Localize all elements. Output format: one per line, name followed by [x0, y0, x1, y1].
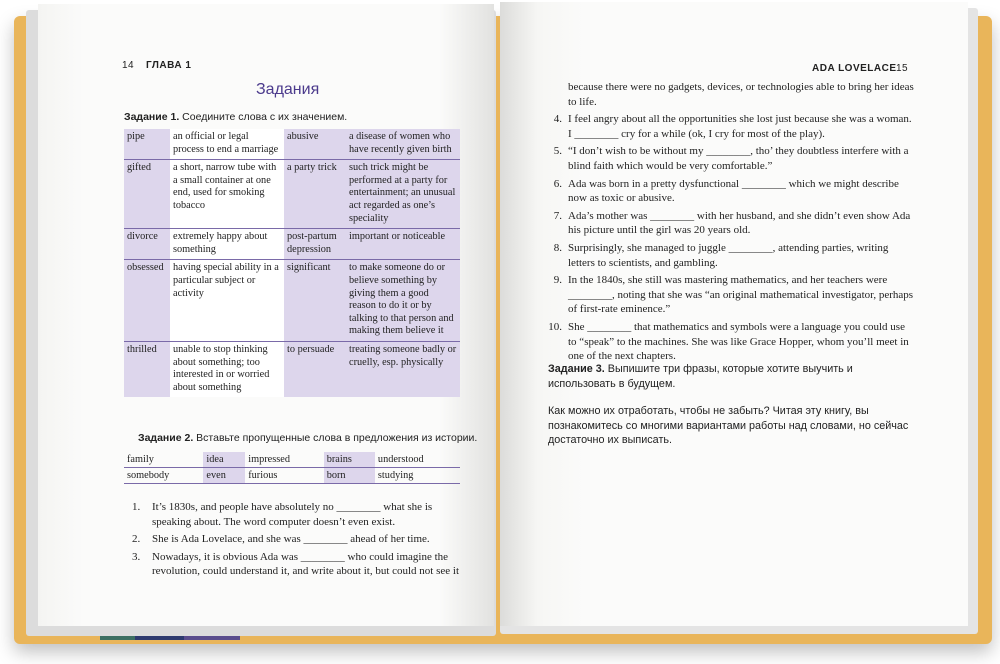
task3-instruction [548, 362, 914, 391]
item-text: It’s 1830s, and people have absolutely no ________ what she is speaking about. The word computer doesn’t even exist. [152, 501, 433, 528]
list-item [132, 550, 462, 579]
vocab-word: obsessed [124, 260, 170, 342]
vocab-definition: a disease of women who have recently given birth [346, 129, 460, 160]
page-heading: Задания [256, 81, 320, 98]
task1-text: Соедините слова с их значением. [182, 111, 348, 123]
running-title: ADA LOVELACE [812, 63, 897, 74]
task1-instruction [124, 111, 347, 123]
item-text: “I don’t wish to be without my ________, tho’ they doubtless interfere with a blind faith which would be very comfortable.” [568, 145, 909, 172]
bank-word: impressed [245, 452, 323, 468]
list-item [548, 273, 914, 317]
item-number: 8. [553, 241, 562, 254]
item-number: 10. [548, 320, 562, 333]
item-number: 3. [132, 550, 141, 563]
bank-word: brains [324, 452, 375, 468]
left-page-number: 14 [122, 60, 135, 71]
vocab-word: to persuade [284, 341, 346, 397]
item-number: 1. [132, 501, 141, 513]
item-text: Nowadays, it is obvious Ada was ________ who could imagine the revolution, could understand it, and write about it, but could not see it [152, 550, 460, 578]
vocab-word: post-partum depression [284, 229, 346, 260]
list-item [132, 532, 462, 547]
table-row [124, 160, 460, 229]
list-item [548, 241, 914, 270]
vocabulary-table [124, 129, 460, 397]
table-row [124, 341, 460, 397]
table-row [124, 229, 460, 260]
list-item [548, 177, 914, 206]
vocab-definition: important or noticeable [346, 229, 460, 260]
item-number: 6. [553, 177, 562, 190]
bank-word: understood [375, 452, 460, 468]
bank-word: furious [245, 468, 323, 484]
right-page-number: 15 [896, 63, 909, 74]
item-text: Ada’s mother was ________ with her husband, and she didn’t even show Ada his picture until the girl was 20 years old. [568, 209, 911, 237]
item-text: She is Ada Lovelace, and she was ________ ahead of her time. [152, 533, 430, 546]
task2-instruction [138, 432, 477, 444]
bank-word: somebody [124, 468, 203, 484]
bank-word: even [203, 468, 245, 484]
item-number: 9. [553, 274, 562, 287]
chapter-label: ГЛАВА 1 [146, 60, 192, 71]
vocab-definition: unable to stop thinking about something; too interested in or worried about something [170, 341, 284, 397]
task3-label: Задание 3. [548, 363, 605, 375]
bank-word: idea [203, 452, 245, 468]
table-row [124, 452, 460, 468]
vocab-word: abusive [284, 129, 346, 160]
item-number: 2. [132, 533, 141, 546]
item-text: In the 1840s, she still was mastering mathematics, and her teachers were ________, noting that she was “an original mathematical investigator, perhaps of first-rate eminence.” [568, 274, 914, 316]
vocab-definition: such trick might be performed at a party for entertainment; an unusual act regarded as one’s speciality [346, 160, 460, 229]
word-bank-table [124, 452, 460, 484]
task2-text: Вставьте пропущенные слова в предложения из истории. [196, 432, 478, 444]
vocab-word: pipe [124, 129, 170, 160]
sentence-list-left [132, 500, 462, 579]
vocab-definition: to make someone do or believe something by giving them a good reason to do it or by talking to that person and making them believe it [346, 260, 460, 342]
item-number: 4. [553, 113, 562, 126]
list-item [548, 112, 914, 141]
vocab-word: a party trick [284, 160, 346, 229]
item-text: I feel angry about all the opportunities she lost just because she was a woman. I ________ cry for a while (ok, I cry for most of the play). [568, 113, 912, 140]
vocab-definition: an official or legal process to end a marriage [170, 129, 284, 160]
item-number: 5. [553, 145, 562, 158]
vocab-definition: a short, narrow tube with a small container at one end, used for smoking tobacco [170, 160, 284, 229]
vocab-word: gifted [124, 160, 170, 229]
list-item [548, 209, 914, 238]
task2-label: Задание 2. [138, 432, 194, 444]
vocab-word: divorce [124, 229, 170, 260]
table-row [124, 260, 460, 342]
item-text: She ________ that mathematics and symbols were a language you could use to “speak” to the machines. She was like Grace Hopper, whom you’ll meet in one of the next chapters. [568, 320, 909, 363]
item-text: Surprisingly, she managed to juggle ________, attending parties, writing letters to scientists, and gambling. [568, 241, 889, 269]
list-item [132, 500, 462, 529]
vocab-definition: extremely happy about something [170, 229, 284, 260]
continuation-text: because there were no gadgets, devices, or technologies able to bring her ideas to life. [568, 81, 914, 108]
sentence-list-right [548, 80, 914, 364]
bank-word: studying [375, 468, 460, 484]
list-item [548, 144, 914, 173]
task3-text: Выпишите три фразы, которые хотите выучить и использовать в будущем. [548, 363, 853, 390]
vocab-word: thrilled [124, 341, 170, 397]
item-number: 7. [553, 209, 562, 222]
task1-label: Задание 1. [124, 111, 180, 123]
item-text: Ada was born in a pretty dysfunctional ________ which we might describe now as toxic or abusive. [568, 177, 899, 205]
bank-word: family [124, 452, 203, 468]
table-row [124, 468, 460, 484]
vocab-word: significant [284, 260, 346, 342]
vocab-definition: having special ability in a particular subject or activity [170, 260, 284, 342]
table-row [124, 129, 460, 160]
closing-paragraph: Как можно их отработать, чтобы не забыть? Читая эту книгу, вы познакомитесь со многими вариантами работы над словами, но сейчас достаточно их выписать. [548, 405, 909, 447]
bank-word: born [324, 468, 375, 484]
vocab-definition: treating someone badly or cruelly, esp. physically [346, 341, 460, 397]
list-item [548, 320, 914, 364]
